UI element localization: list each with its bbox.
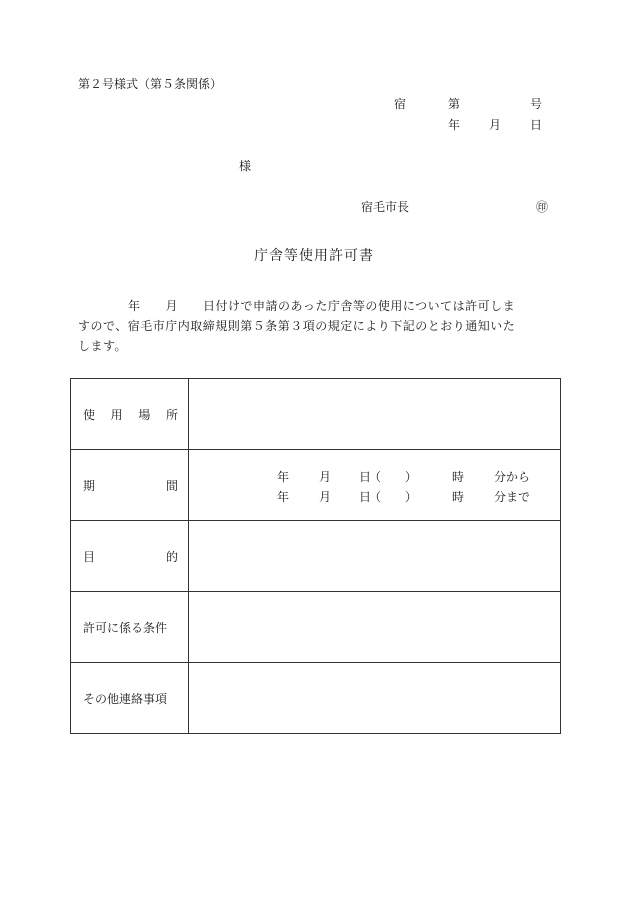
place-label-char: 所 [165,407,178,422]
purpose-label-char: 目 [83,549,96,564]
doc-number-go: 号 [530,97,543,111]
doc-number-dai: 第 [448,97,461,111]
body-line-2: すので、宿毛市庁内取締規則第５条第３項の規定により下記のとおり通知いた [78,319,516,333]
place-label-cell [71,379,189,450]
period-label-char: 間 [165,478,178,493]
conditions-label-cell [71,592,189,663]
table-row-other [71,663,561,734]
purpose-value-cell[interactable] [189,521,561,592]
period-from-close-paren: ） [405,470,418,484]
form-number: 第２号様式（第５条関係） [78,77,223,91]
issuer-title: 宿毛市長 [361,200,410,214]
table-row-period [71,450,561,521]
period-to-month: 月 [319,490,332,504]
body-line-1: 年 月 日付けで申請のあった庁舎等の使用については許可しま [78,299,516,313]
place-label-char: 使 [83,407,96,422]
place-value-cell[interactable] [189,379,561,450]
seal-mark: ㊞ [536,200,549,214]
conditions-label: 許可に係る条件 [83,620,168,635]
period-label-cell [71,450,189,521]
purpose-label-cell [71,521,189,592]
purpose-label-char: 的 [165,549,178,564]
body-line-3: します。 [78,339,128,353]
period-label-char: 期 [83,478,96,493]
place-label-char: 場 [138,407,151,422]
other-value-cell[interactable] [189,663,561,734]
other-label-cell [71,663,189,734]
date-month: 月 [489,118,502,132]
period-to-minute: 分まで [494,490,531,504]
other-label: その他連絡事項 [83,691,168,706]
period-from-month: 月 [319,470,332,484]
table-row-place [71,379,561,450]
date-day: 日 [530,118,543,132]
period-to-close-paren: ） [405,490,418,504]
period-to-year: 年 [277,490,290,504]
place-label-char: 用 [110,407,123,422]
period-value-cell[interactable] [189,450,561,521]
period-to-hour: 時 [452,490,465,504]
date-year: 年 [448,118,461,132]
period-from-open-paren: （ [369,470,382,484]
period-from-year: 年 [277,470,290,484]
period-from-line [189,465,560,485]
table-row-conditions [71,592,561,663]
addressee-suffix: 様 [239,159,252,173]
period-to-day: 日 [359,490,372,504]
period-from-minute: 分から [494,470,531,484]
period-to-open-paren: （ [369,490,382,504]
period-from-day: 日 [359,470,372,484]
period-to-line [189,485,560,505]
permit-details-table [70,378,561,734]
period-from-hour: 時 [452,470,465,484]
document-title: 庁舎等使用許可書 [254,248,374,264]
conditions-value-cell[interactable] [189,592,561,663]
table-row-purpose [71,521,561,592]
doc-number-prefix: 宿 [394,97,407,111]
